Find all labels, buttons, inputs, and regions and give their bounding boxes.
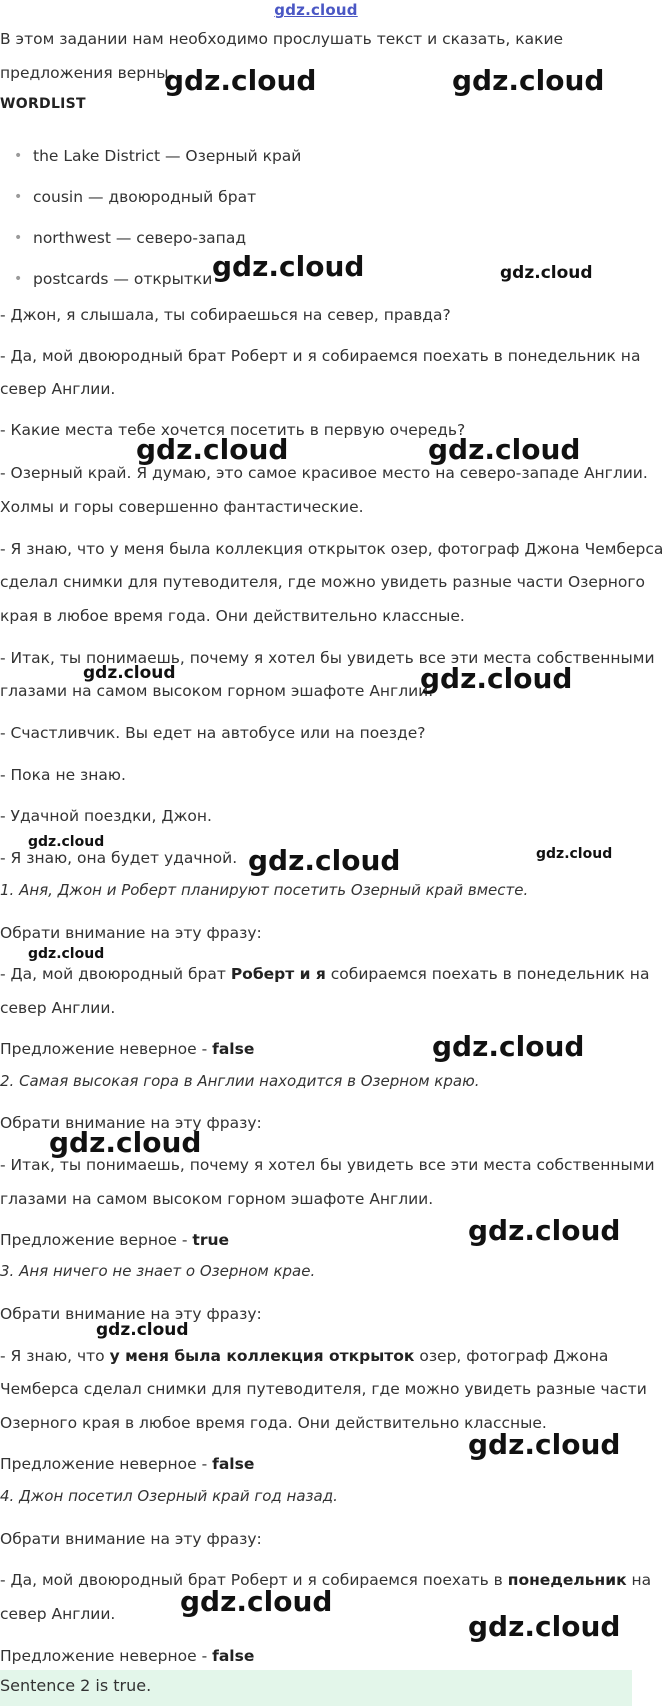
watermark: gdz.cloud	[428, 433, 581, 466]
task-quote: север Англии.	[0, 1605, 116, 1623]
dialogue-line: сделал снимки для путеводителя, где можно увидеть разные части Озерного	[0, 573, 646, 591]
task-quote: - Да, мой двоюродный брат Роберт и я собираемся поехать в понедельник на	[0, 965, 650, 983]
task-quote: - Да, мой двоюродный брат Роберт и я собираемся поехать в понедельник на	[0, 1571, 652, 1589]
dialogue-line: север Англии.	[0, 380, 116, 398]
task-verdict: Предложение неверное - false	[0, 1647, 255, 1665]
dialogue-line: - Я знаю, что у меня была коллекция открыток озер, фотограф Джона Чемберса	[0, 540, 663, 558]
bullet-icon: •	[14, 189, 23, 205]
watermark: gdz.cloud	[468, 1610, 621, 1643]
dialogue-line: - Счастливчик. Вы едет на автобусе или на поезде?	[0, 724, 426, 742]
task-quote: - Я знаю, что у меня была коллекция открыток озер, фотограф Джона	[0, 1347, 609, 1365]
task-quote: - Итак, ты понимаешь, почему я хотел бы увидеть все эти места собственными	[0, 1156, 655, 1174]
watermark: gdz.cloud	[432, 1030, 585, 1063]
watermark: gdz.cloud	[248, 844, 401, 877]
attention-note: Обрати внимание на эту фразу:	[0, 1305, 262, 1323]
dialogue-line: - Джон, я слышала, ты собираешься на север, правда?	[0, 306, 451, 324]
intro-line-1: В этом задании нам необходимо прослушать текст и сказать, какие	[0, 30, 564, 48]
watermark: gdz.cloud	[164, 64, 317, 97]
dialogue-line: - Озерный край. Я думаю, это самое красивое место на северо-западе Англии.	[0, 464, 648, 482]
watermark: gdz.cloud	[452, 64, 605, 97]
watermark: gdz.cloud	[536, 846, 613, 862]
watermark: gdz.cloud	[468, 1428, 621, 1461]
task-quote: север Англии.	[0, 999, 116, 1017]
wordlist-item: northwest — северо-запад	[33, 229, 247, 247]
bullet-icon: •	[14, 271, 23, 287]
wordlist-item: the Lake District — Озерный край	[33, 147, 302, 165]
task-verdict: Предложение неверное - false	[0, 1040, 255, 1058]
wordlist-item: postcards — открытки	[33, 270, 213, 288]
dialogue-line: - Да, мой двоюродный брат Роберт и я собираемся поехать в понедельник на	[0, 347, 641, 365]
task-quote: Озерного края в любое время года. Они действительно классные.	[0, 1414, 547, 1432]
answer-text: Sentence 2 is true.	[0, 1676, 152, 1695]
watermark: gdz.cloud	[96, 1320, 189, 1340]
attention-note: Обрати внимание на эту фразу:	[0, 1530, 262, 1548]
watermark: gdz.cloud	[28, 946, 105, 962]
dialogue-line: Холмы и горы совершенно фантастические.	[0, 498, 364, 516]
attention-note: Обрати внимание на эту фразу:	[0, 924, 262, 942]
dialogue-line: края в любое время года. Они действительно классные.	[0, 607, 465, 625]
watermark: gdz.cloud	[28, 834, 105, 850]
header-logo[interactable]: gdz.cloud	[274, 1, 358, 19]
dialogue-line: - Пока не знаю.	[0, 766, 126, 784]
watermark: gdz.cloud	[212, 250, 365, 283]
wordlist-title: WORDLIST	[0, 96, 86, 112]
dialogue-line: - Я знаю, она будет удачной.	[0, 849, 238, 867]
watermark: gdz.cloud	[180, 1585, 333, 1618]
dialogue-line: глазами на самом высоком горном эшафоте Англии.	[0, 682, 434, 700]
task-verdict: Предложение верное - true	[0, 1231, 230, 1249]
watermark: gdz.cloud	[468, 1214, 621, 1247]
task-question: 2. Самая высокая гора в Англии находится в Озерном краю.	[0, 1072, 480, 1090]
watermark: gdz.cloud	[83, 663, 176, 683]
task-quote: Чемберса сделал снимки для путеводителя, где можно увидеть разные части	[0, 1380, 647, 1398]
task-question: 3. Аня ничего не знает о Озерном крае.	[0, 1262, 316, 1280]
wordlist-item: cousin — двоюродный брат	[33, 188, 257, 206]
watermark: gdz.cloud	[136, 433, 289, 466]
bullet-icon: •	[14, 148, 23, 164]
bullet-icon: •	[14, 230, 23, 246]
watermark: gdz.cloud	[500, 263, 593, 283]
task-verdict: Предложение неверное - false	[0, 1455, 255, 1473]
watermark: gdz.cloud	[49, 1126, 202, 1159]
watermark: gdz.cloud	[420, 662, 573, 695]
dialogue-line: - Удачной поездки, Джон.	[0, 807, 212, 825]
task-question: 1. Аня, Джон и Роберт планируют посетить Озерный край вместе.	[0, 881, 529, 899]
intro-line-2: предложения верны	[0, 64, 169, 82]
task-quote: глазами на самом высоком горном эшафоте Англии.	[0, 1190, 434, 1208]
dialogue-line: - Итак, ты понимаешь, почему я хотел бы увидеть все эти места собственными	[0, 649, 655, 667]
attention-note: Обрати внимание на эту фразу:	[0, 1114, 262, 1132]
dialogue-line: - Какие места тебе хочется посетить в первую очередь?	[0, 421, 466, 439]
task-question: 4. Джон посетил Озерный край год назад.	[0, 1487, 338, 1505]
